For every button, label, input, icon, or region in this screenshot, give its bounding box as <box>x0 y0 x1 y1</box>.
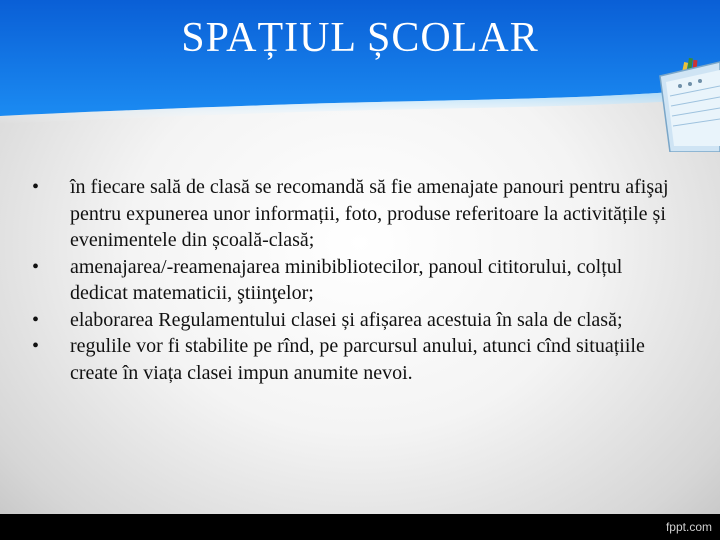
bullet-list <box>32 174 682 386</box>
list-item <box>32 174 682 254</box>
list-item <box>32 254 682 307</box>
list-item-text: în fiecare sală de clasă se recomandă să fie amenajate panouri pentru afişaj pentru expunerea unor informații, foto, produse referitoare la activitățile și evenimentele din școală-clasă; <box>70 176 669 251</box>
notebook-with-pencils-icon <box>640 52 720 152</box>
list-item <box>32 307 682 334</box>
list-item-text: amenajarea/-reamenajarea minibibliotecilor, panoul cititorului, colțul dedicat matematicii, ştiinţelor; <box>70 255 623 304</box>
slide-title: SPAȚIUL ȘCOLAR <box>181 15 539 61</box>
list-item-text: elaborarea Regulamentului clasei și afișarea acestuia în sala de clasă; <box>70 308 623 331</box>
list-item <box>32 333 682 386</box>
footer-bar <box>0 514 720 540</box>
header-banner <box>0 0 720 135</box>
bullet-marker: • <box>32 255 40 278</box>
watermark-text: fppt.com <box>665 520 712 534</box>
bullet-marker: • <box>32 335 40 357</box>
bullet-marker: • <box>32 308 40 331</box>
bullet-marker: • <box>32 176 40 198</box>
list-item-text: regulile vor fi stabilite pe rînd, pe parcursul anului, atunci cînd situațiile create în viața clasei impun anumite nevoi. <box>70 335 645 384</box>
